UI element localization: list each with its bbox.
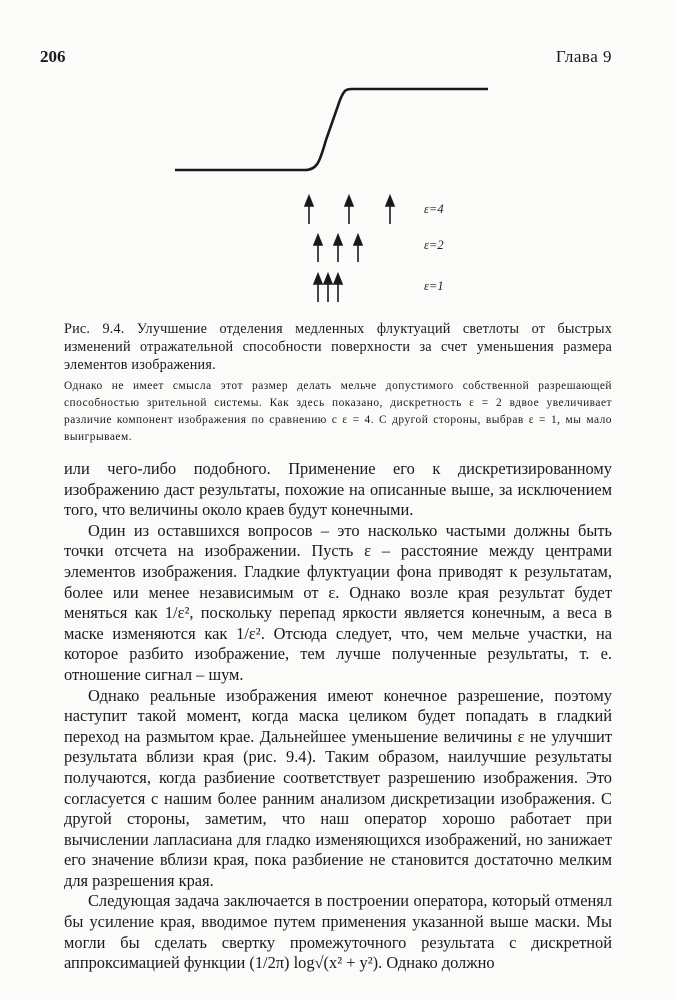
figure-note: Однако не имеет смысла этот размер делать мельче допустимого собственной разрешающей способностью зрительной системы. Как здесь показано, дискретность ε = 2 вдвое увеличивает различие компонент изображения по сравнению с ε = 4. С другой стороны, выбрав ε = 1, мы мало выигрываем. [64,380,612,443]
figure-9-4 [0,0,676,320]
arrows-eps2 [314,235,362,262]
page-number: 206 [40,47,66,66]
main-text [64,459,612,974]
paragraph: Однако реальные изображения имеют конечное разрешение, поэтому наступит такой момент, когда маска целиком будет попадать в гладкий переход на размытом крае. Дальнейшее уменьшение величины ε не улучшит результата вблизи края (рис. 9.4). Таким образом, наилучшие результаты получаются, когда разбиение соответствует разрешению изображения. Это согласуется с нашим более ранним анализом дискретизации изображения. С другой стороны, заметим, что наш оператор хорошо работает при вычислении лапласиана для гладко изменяющихся изображений, но занижает его значение вблизи края, пока разбиение не становится достаточно мелким для разрешения края. [64,685,612,890]
label-eps2: ε=2 [424,238,444,252]
label-eps1: ε=1 [424,279,444,293]
figure-caption: Рис. 9.4. Улучшение отделения медленных флуктуаций светлоты от быстрых изменений отражательной способности поверхности за счет уменьшения размера элементов изображения. [64,321,612,373]
paragraph: Следующая задача заключается в построении оператора, который отменял бы усиление края, вводимое путем применения указанной выше маски. Мы могли бы сделать свертку промежуточного результата с дискретной аппроксимацией функции (1/2π) log√(x² + y²). Однако должно [64,891,612,973]
paragraph: или чего-либо подобного. Применение его к дискретизированному изображению даст результаты, похожие на описанные выше, за исключением того, что величины около краев будут конечными. [64,459,612,520]
edge-profile-curve [175,89,488,170]
paragraph: Один из оставшихся вопросов – это насколько частыми должны быть точки отсчета на изображении. Пусть ε – расстояние между центрами элементов изображения. Гладкие флуктуации фона приводят к результатам, более или менее независимым от ε. Однако возле края результат будет меняться как 1/ε², поскольку перепад яркости является конечным, а веса в маске изменяются как 1/ε². Отсюда следует, что, чем мельче участки, на которое разбито изображение, тем лучше полученные результаты, т. е. отношение сигнал – шум. [64,520,612,684]
chapter-title: Глава 9 [555,47,612,66]
arrows-eps4 [305,196,394,224]
arrows-eps1 [314,274,342,302]
label-eps4: ε=4 [424,202,444,216]
